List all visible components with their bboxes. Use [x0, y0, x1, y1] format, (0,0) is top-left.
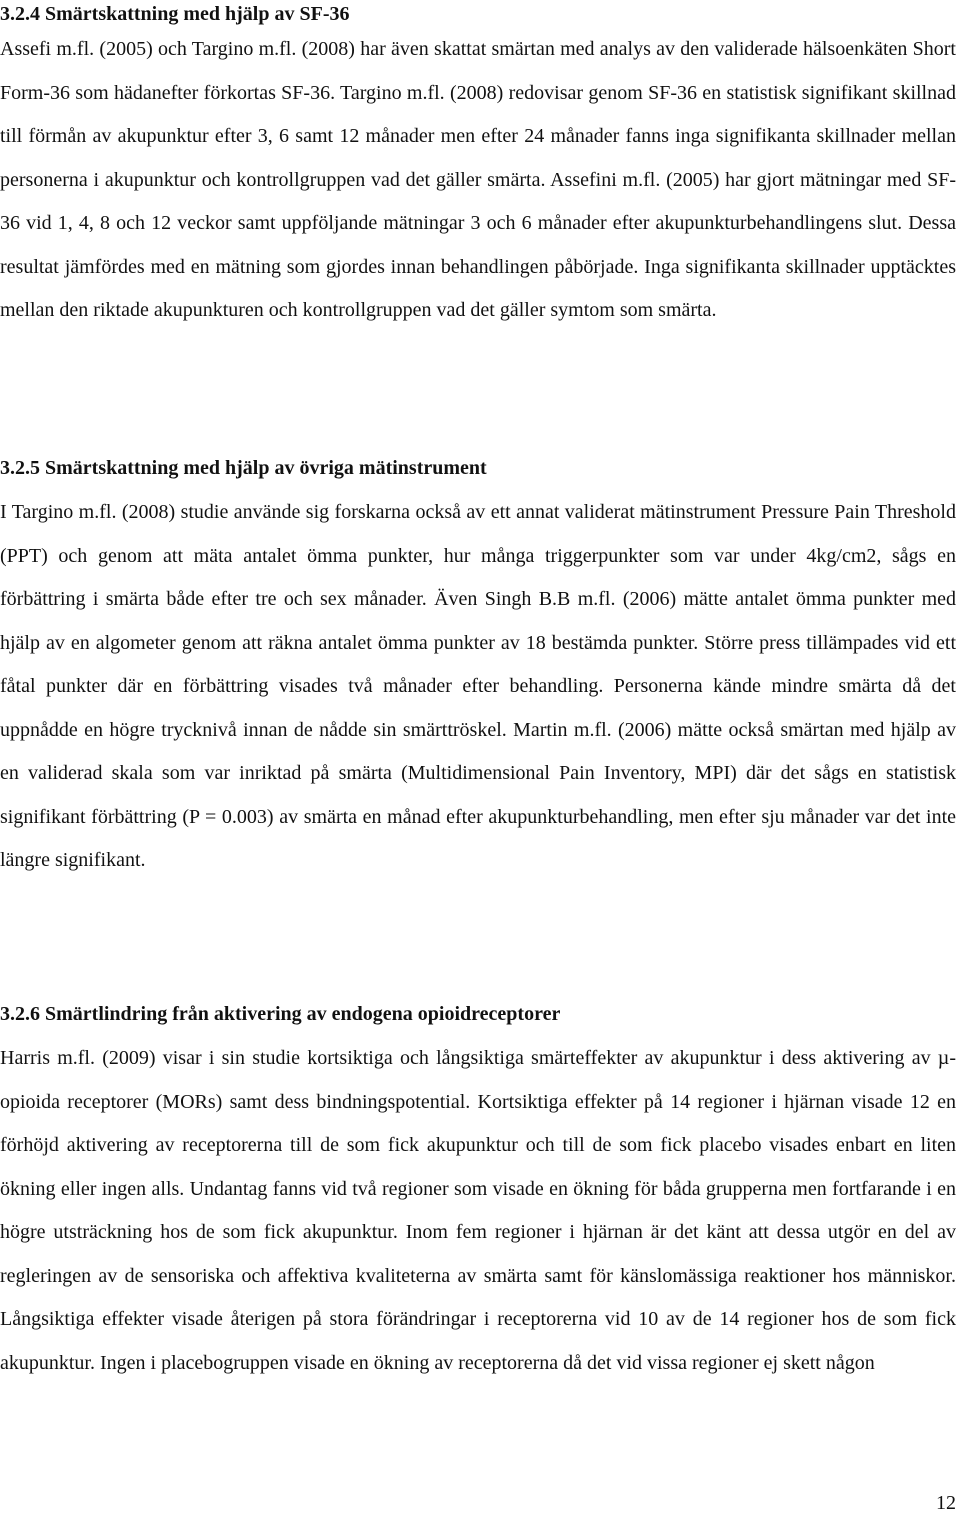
section-paragraph-opioidreceptorer: Harris m.fl. (2009) visar i sin studie kortsiktiga och långsiktiga smärteffekter av akupunktur i dess aktivering av µ-opioida receptorer (MORs) samt dess bindningspotential. Kortsiktiga effekter på 14 regioner i hjärnan visade 12 en förhöjd aktivering av receptorerna till de som fick akupunktur och till de som fick placebo visades enbart en liten ökning eller ingen alls. Undantag fanns vid två regioner som visade en ökning för båda grupperna men fortfarande i en högre utsträckning hos de som fick akupunktur. Inom fem regioner i hjärnan är det känt att dessa utgör en del av regleringen av de sensoriska och affektiva kvaliteterna av smärta samt för känslomässiga reaktioner hos människor. Långsiktiga effekter visade återigen på stora förändringar i receptorerna vid 10 av de 14 regioner hos de som fick akupunktur. Ingen i placebogruppen visade en ökning av receptorerna då det vid vissa regioner ej skett någon: [0, 1047, 956, 1374]
section-heading-opioidreceptorer: 3.2.6 Smärtlindring från aktivering av endogena opioidreceptorer: [0, 1003, 561, 1025]
section-heading-ovriga-matinstrument: 3.2.5 Smärtskattning med hjälp av övriga mätinstrument: [0, 457, 487, 479]
section-paragraph-ovriga-matinstrument: I Targino m.fl. (2008) studie använde sig forskarna också av ett annat validerat mätinstrument Pressure Pain Threshold (PPT) och genom att mäta antalet ömma punkter, hur många triggerpunkter som var under 4kg/cm2, sågs en förbättring i smärta både efter tre och sex månader. Även Singh B.B m.fl. (2006) mätte antalet ömma punkter med hjälp av en algometer genom att räkna antalet ömma punkter av 18 bestämda punkter. Större press tillämpades vid ett fåtal punkter där en förbättring visades två månader efter behandling. Personerna kände mindre smärta då det uppnådde en högre trycknivå innan de nådde sin smärttröskel. Martin m.fl. (2006) mätte också smärtan med hjälp av en validerad skala som var inriktad på smärta (Multidimensional Pain Inventory, MPI) där det sågs en statistisk signifikant förbättring (P = 0.003) av smärta en månad efter akupunkturbehandling, men efter sju månader var det inte längre signifikant.: [0, 501, 956, 871]
section-paragraph-sf36: Assefi m.fl. (2005) och Targino m.fl. (2008) har även skattat smärtan med analys av den validerade hälsoenkäten Short Form-36 som hädanefter förkortas SF-36. Targino m.fl. (2008) redovisar genom SF-36 en statistisk signifikant skillnad till förmån av akupunktur efter 3, 6 samt 12 månader men efter 24 månader fanns inga signifikanta skillnader mellan personerna i akupunktur och kontrollgruppen vad det gäller smärta. Assefini m.fl. (2005) har gjort mätningar med SF-36 vid 1, 4, 8 och 12 veckor samt uppföljande mätningar 3 och 6 månader efter akupunkturbehandlingens slut. Dessa resultat jämfördes med en mätning som gjordes innan behandlingen påbörjade. Inga signifikanta skillnader upptäcktes mellan den riktade akupunkturen och kontrollgruppen vad det gäller symtom som smärta.: [0, 38, 956, 321]
page-number: 12: [936, 1492, 956, 1514]
section-heading-sf36: 3.2.4 Smärtskattning med hjälp av SF-36: [0, 3, 350, 25]
